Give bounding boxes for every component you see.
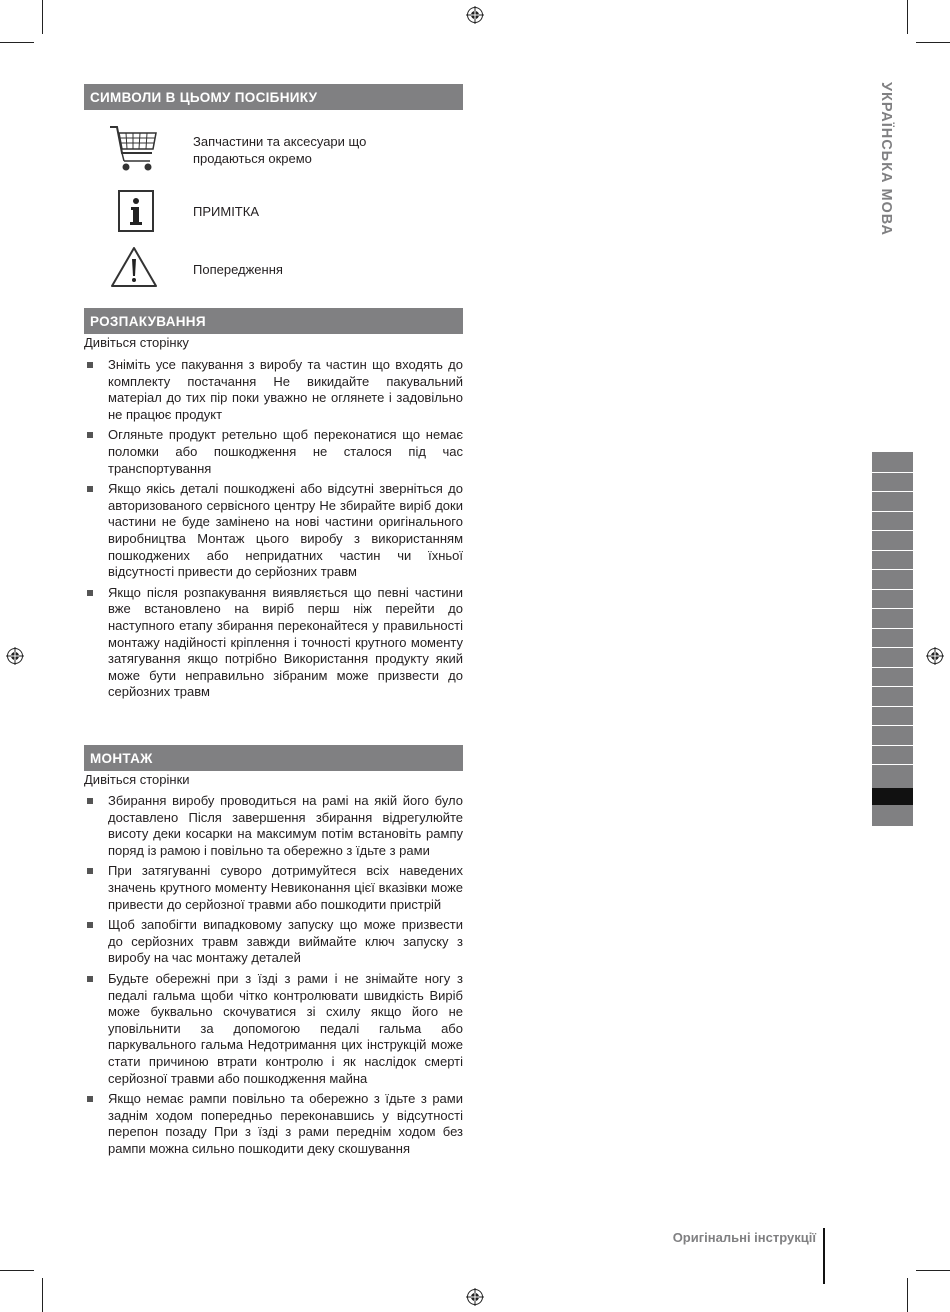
list-item: Щоб запобігти випадковому запуску що може призвести до серйозних травм завжди виймайте ключ запуску з виробу на час монтажу деталей (84, 917, 463, 967)
symbol-text-note: ПРИМІТКА (193, 204, 259, 219)
bullet-square-icon (87, 976, 93, 982)
footer-original-instructions: Оригінальні інструкції (672, 1230, 816, 1245)
list-item: Будьте обережні при з їзді з рами і не знімайте ногу з педалі гальма щоби чітко контролювати швидкість Виріб може буквально скочуватися зі схилу якщо його не уповільнити за допомогою педалі гальма або паркувального гальма Недотримання цих інструкцій може стати причиною втрати контролю і як наслідок смерті серйозної травми або пошкодження майна (84, 971, 463, 1087)
crop-mark (0, 42, 34, 43)
list-item: Зніміть усе пакування з виробу та частин що входять до комплекту постачання Не викидайте пакувальний матеріал до тих пір поки уважно не оглянете і задовільно не працює продукт (84, 357, 463, 423)
bullet-square-icon (87, 868, 93, 874)
shopping-cart-icon (108, 123, 160, 173)
list-item: Огляньте продукт ретельно щоб переконатися що немає поломки або пошкодження не сталося під час транспортування (84, 427, 463, 477)
crop-mark (916, 1270, 950, 1271)
list-item: При затягуванні суворо дотримуйтеся всіх наведених значень крутного моменту Невиконання цієї вказівки може привести до серйозної травми або пошкодити пристрій (84, 863, 463, 913)
registration-mark-icon (466, 1288, 484, 1306)
symbol-text-warning: Попередження (193, 262, 283, 277)
warning-triangle-icon (110, 246, 158, 288)
crop-mark (916, 42, 950, 43)
crop-mark (0, 1270, 34, 1271)
list-item: Збирання виробу проводиться на рамі на якій його було доставлено Після завершення збирання відрегулюйте висоту деки косарки на максимум потім встановіть рампу поряд із рамою і повільно та обережно з їдьте з рами (84, 793, 463, 859)
symbol-text-parts: Запчастини та аксесуари що продаються окремо (193, 134, 367, 166)
see-pages-text: Дивіться сторінки (84, 772, 190, 787)
unpacking-bullet-list (84, 357, 463, 705)
bullet-square-icon (87, 362, 93, 368)
bullet-square-icon (87, 590, 93, 596)
footer-divider (823, 1228, 825, 1284)
bullet-square-icon (87, 798, 93, 804)
crop-mark (907, 1278, 908, 1312)
see-page-text: Дивіться сторінку (84, 335, 189, 350)
assembly-bullet-list (84, 793, 463, 1161)
crop-mark (42, 0, 43, 34)
crop-mark (42, 1278, 43, 1312)
info-icon (118, 190, 154, 232)
section-tabs (872, 452, 913, 826)
bullet-square-icon (87, 486, 93, 492)
section-heading-symbols: СИМВОЛИ В ЦЬОМУ ПОСІБНИКУ (84, 84, 463, 110)
bullet-square-icon (87, 1096, 93, 1102)
list-item: Якщо якісь деталі пошкоджені або відсутні зверніться до авторизованого сервісного центру Не збирайте виріб доки частини не буде замінено на нові частини оригінального виробництва Монтаж цього виробу з використанням пошкоджених або непридатних частин чи їхньої відсутності привести до серйозних травм (84, 481, 463, 581)
section-heading-assembly: МОНТАЖ (84, 745, 463, 771)
registration-mark-icon (926, 647, 944, 665)
registration-mark-icon (6, 647, 24, 665)
bullet-square-icon (87, 432, 93, 438)
bullet-square-icon (87, 922, 93, 928)
registration-mark-icon (466, 6, 484, 24)
section-heading-unpacking: РОЗПАКУВАННЯ (84, 308, 463, 334)
list-item: Якщо немає рампи повільно та обережно з їдьте з рами заднім ходом попередньо переконавшись у відсутності перепон позаду При з їзді з рами переднім ходом без рампи можна сильно пошкодити деку скошування (84, 1091, 463, 1157)
active-section-tab (872, 788, 913, 805)
crop-mark (907, 0, 908, 34)
list-item: Якщо після розпакування виявляється що певні частини вже встановлено на виріб перш ніж перейти до наступного етапу збирання переконайтеся у правильності монтажу надійності кріплення і точності крутного моменту затягування якщо потрібно Використання продукту який може бути неправильно зібраним може призвести до серйозних травм (84, 585, 463, 701)
language-label: УКРАЇНСЬКА МОВА (878, 82, 894, 237)
